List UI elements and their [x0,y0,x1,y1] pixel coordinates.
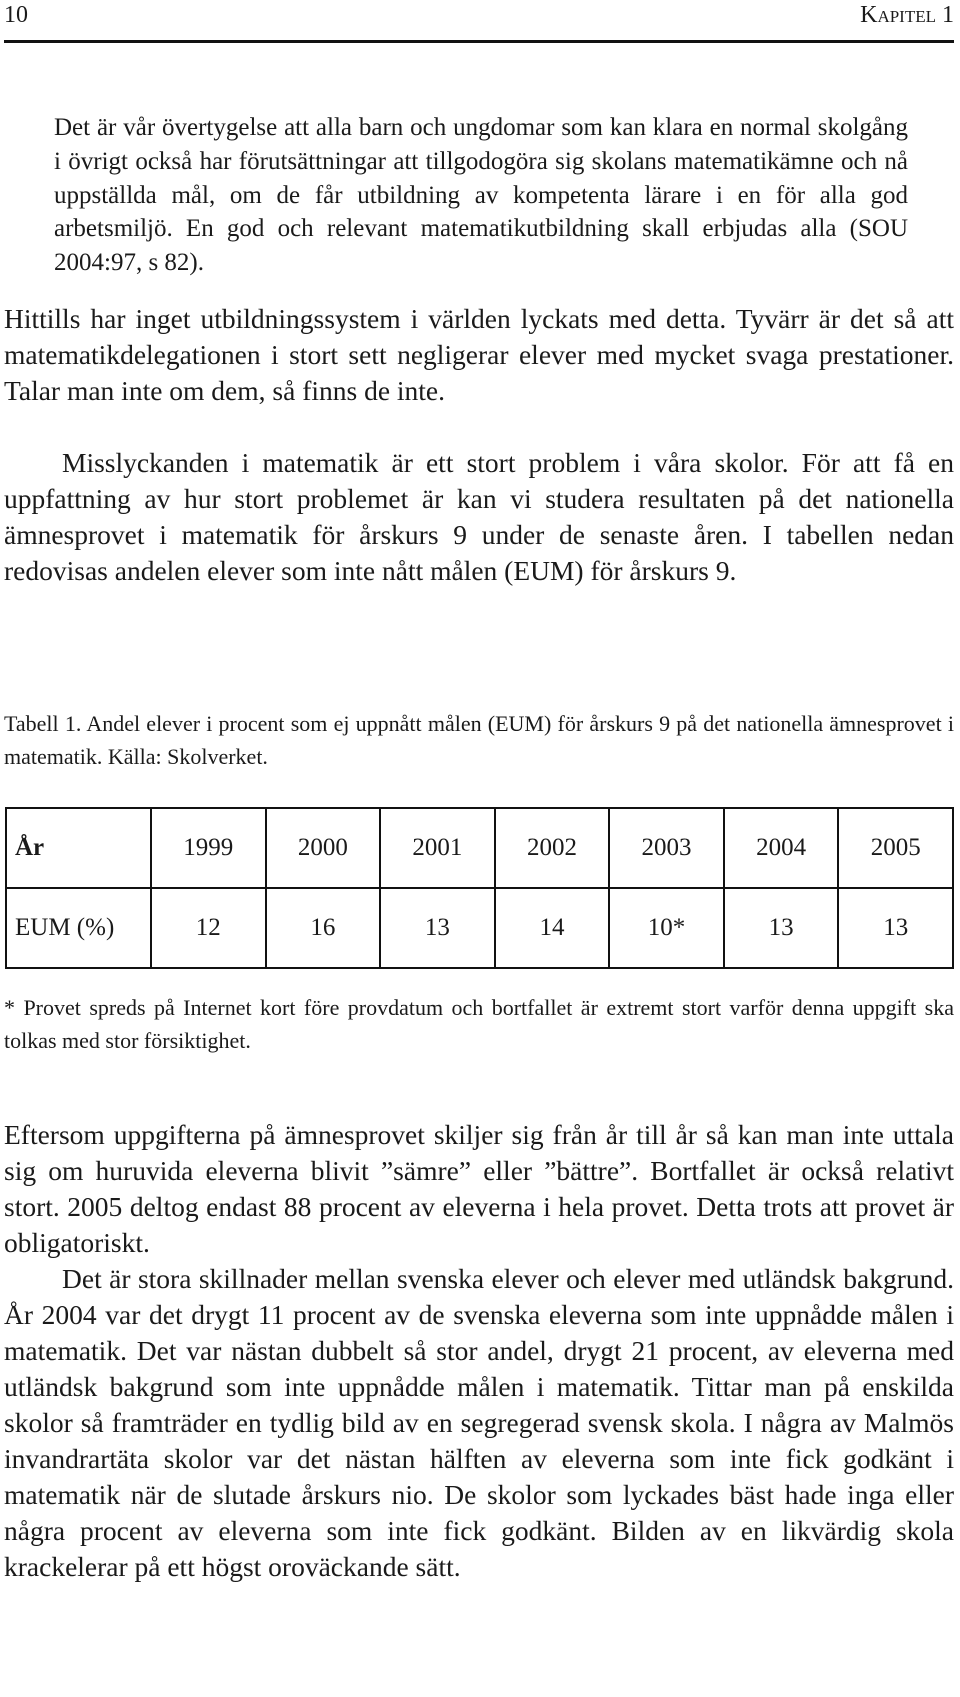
table-cell: 13 [724,888,839,968]
table-header-cell: År [6,808,151,888]
table-caption: Tabell 1. Andel elever i procent som ej uppnått målen (EUM) för årskurs 9 på det nationella ämnesprovet i matematik. Källa: Skolverket. [4,711,954,769]
table-cell: 10* [609,888,724,968]
paragraph-4: Det är stora skillnader mellan svenska elever och elever med utländsk bakgrund. År 2004 var det drygt 11 procent av de svenska eleverna som inte uppnådde målen i matematik. Det var nästan dubbelt så stor andel, drygt 21 procent, av eleverna med utländsk bakgrund som inte uppnådde målen i matematik. Tittar man på enskilda skolor så framträder en tydlig bild av en segregerad svensk skola. I några av Malmös invandrartäta skolor var det nästan hälften av eleverna som inte fick godkänt i matematik när de slutade årskurs nio. De skolor som lyckades bäst hade inga eller några procent av eleverna som inte fick godkänt. Bilden av en likvärdig skola krackelerar på ett högst oroväckande sätt. [4,1263,954,1582]
table-cell: 14 [495,888,610,968]
paragraph-3: Eftersom uppgifterna på ämnesprovet skiljer sig från år till år så kan man inte uttala sig om huruvida eleverna blivit ”sämre” eller ”bättre”. Bortfallet är också relativt stort. 2005 deltog endast 88 procent av eleverna i hela provet. Detta trots att provet är obligatoriskt. [4,1119,954,1258]
page-number: 10 [4,2,28,28]
table-cell: 13 [838,888,953,968]
paragraph-2: Misslyckanden i matematik är ett stort problem i våra skolor. För att få en uppfattning av hur stort problemet är kan vi studera resultaten på det nationella ämnesprovet i matematik för årskurs 9 under de senaste åren. I tabellen nedan redovisas andelen elever som inte nått målen (EUM) för årskurs 9. [4,447,954,586]
block-quote: Det är vår övertygelse att alla barn och ungdomar som kan klara en normal skolgång i övrigt också har förutsättningar att tillgodogöra sig skolans matematikämne och nå uppställda mål, om de får utbildning av kompetenta lärare i en för alla god arbetsmiljö. En god och relevant matematikutbildning skall erbjudas alla (SOU 2004:97, s 82). [54,114,908,277]
table-footnote: * Provet spreds på Internet kort före provdatum och bortfallet är extremt stort varför denna uppgift ska tolkas med stor försiktighet. [4,995,954,1053]
table-cell: 16 [266,888,381,968]
table-cell: EUM (%) [6,888,151,968]
table-header-cell: 2005 [838,808,953,888]
table-header-cell: 2001 [380,808,495,888]
eum-table [5,807,954,969]
table-header-cell: 2000 [266,808,381,888]
table-row [6,888,953,968]
table-header-cell: 2003 [609,808,724,888]
table-cell: 13 [380,888,495,968]
running-head: Kapitel 1 [860,2,954,28]
table-header-cell: 2004 [724,808,839,888]
table-header-cell: 2002 [495,808,610,888]
table-cell: 12 [151,888,266,968]
table-header-row [6,808,953,888]
table-header-cell: 1999 [151,808,266,888]
paragraph-1: Hittills har inget utbildningssystem i världen lyckats med detta. Tyvärr är det så att matematikdelegationen i stort sett negligerar elever med mycket svaga prestationer. Talar man inte om dem, så finns de inte. [4,303,954,406]
page-header [4,0,954,43]
